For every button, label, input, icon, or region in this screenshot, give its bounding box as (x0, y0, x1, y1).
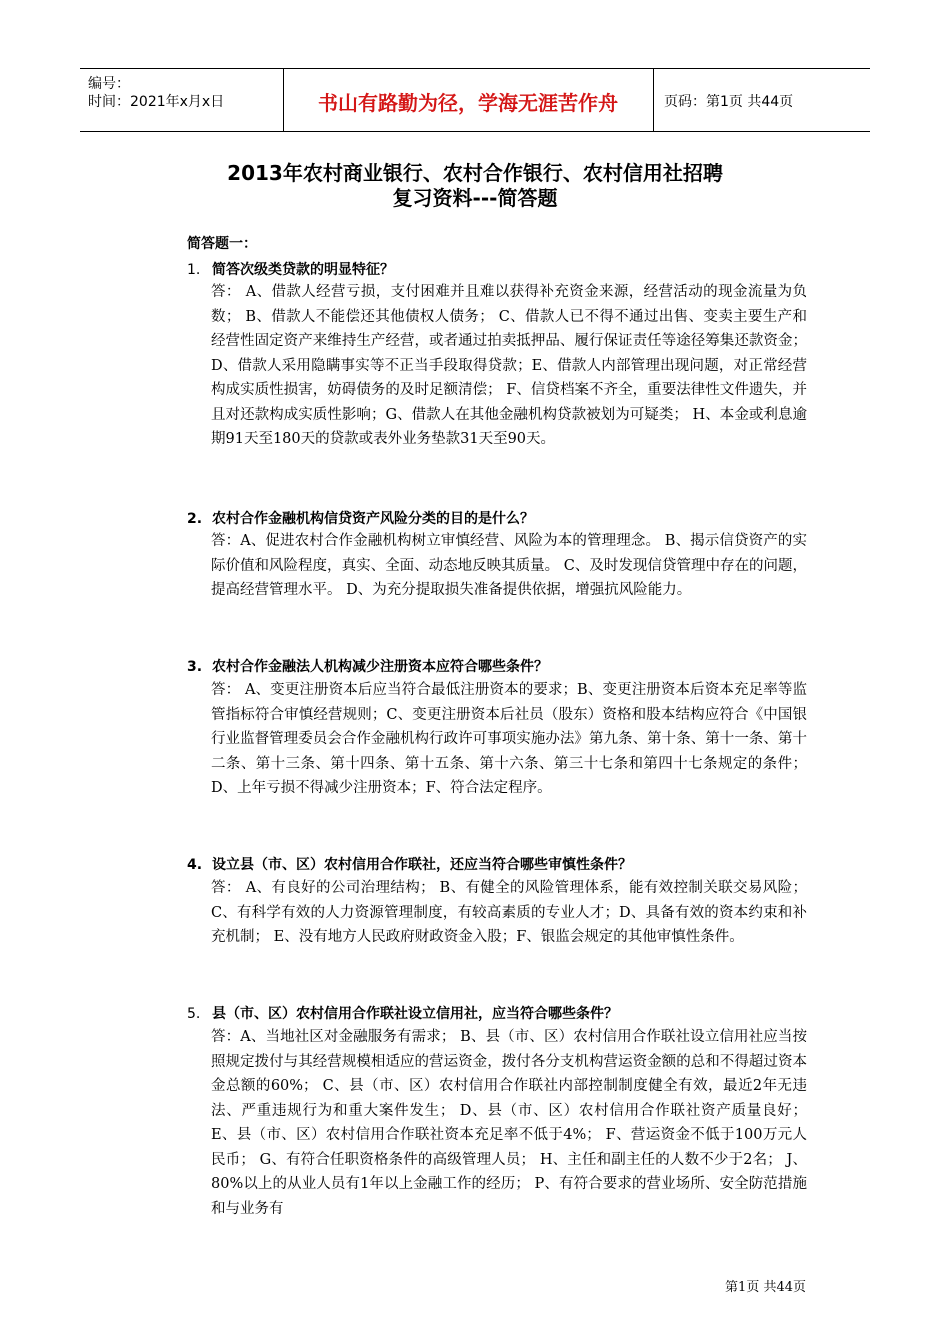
page-footer: 第1页 共44页 (725, 1280, 806, 1295)
question-text: 农村合作金融法人机构减少注册资本应符合哪些条件？ (212, 659, 548, 675)
header-page-cell (654, 69, 870, 131)
question-number: 5. (187, 1006, 201, 1022)
question-3 (187, 656, 548, 676)
question-text: 农村合作金融机构信贷资产风险分类的目的是什么？ (212, 511, 534, 527)
question-5 (187, 1003, 618, 1023)
question-number: 3. (187, 659, 203, 675)
question-number: 4. (187, 857, 203, 873)
question-text: 设立县（市、区）农村信用合作联社，还应当符合哪些审慎性条件？ (212, 857, 632, 873)
page-header (80, 68, 870, 132)
question-2 (187, 508, 534, 528)
answer-5: 答：A、当地社区对金融服务有需求； B、县（市、区）农村信用合作联社设立信用社应当按照规定拨付与其经营规模相适应的营运资金，拨付各分支机构营运资金额的总和不得超过资本金总额的60%； C、县（市、区）农村信用合作联社内部控制制度健全有效，最近2年无违法、严重违规行为和重大案件发生； D、县（市、区）农村信用合作联社资产质量良好； E、县（市、区）农村信用合作联社资本充足率不低于4%； F、营运资金不低于100万元人民币； G、有符合任职资格条件的高级管理人员； H、主任和副主任的人数不少于2名； J、80%以上的从业人员有1年以上金融工作的经历； P、有符合要求的营业场所、安全防范措施和与业务有 (211, 1029, 807, 1217)
question-number: 1. (187, 262, 201, 278)
question-4 (187, 854, 632, 874)
document-title-line2: 复习资料---简答题 (392, 186, 558, 210)
answer-4: 答： A、有良好的公司治理结构； B、有健全的风险管理体系，能有效控制关联交易风险； C、有科学有效的人力资源管理制度，有较高素质的专业人才；D、具备有效的资本约束和补充机制； E、没有地方人民政府财政资金入股；F、银监会规定的其他审慎性条件。 (211, 880, 807, 945)
page-label: 页码：第1页 共44页 (664, 94, 794, 110)
number-label: 编号： (88, 76, 130, 92)
answer-2: 答：A、促进农村合作金融机构树立审慎经营、风险为本的管理理念。 B、揭示信贷资产的实际价值和风险程度，真实、全面、动态地反映其质量。 C、及时发现信贷管理中存在的问题，提高经营管理水平。 D、为充分提取损失准备提供依据，增强抗风险能力。 (211, 533, 807, 598)
motto: 书山有路勤为径，学海无涯苦作舟 (318, 91, 618, 115)
header-motto-cell (283, 69, 654, 131)
question-text: 县（市、区）农村信用合作联社设立信用社，应当符合哪些条件？ (212, 1006, 618, 1022)
time-label: 时间：2021年x月x日 (88, 94, 225, 110)
answer-3: 答： A、变更注册资本后应当符合最低注册资本的要求；B、变更注册资本后资本充足率等监管指标符合审慎经营规则；C、变更注册资本后社员（股东）资格和股本结构应符合《中国银行业监督管理委员会合作金融机构行政许可事项实施办法》第九条、第十条、第十一条、第十二条、第十三条、第十四条、第十五条、第十六条、第三十七条和第四十七条规定的条件；D、上年亏损不得减少注册资本；F、符合法定程序。 (211, 682, 807, 796)
answer-1: 答： A、借款人经营亏损，支付困难并且难以获得补充资金来源，经营活动的现金流量为负数； B、借款人不能偿还其他债权人债务； C、借款人已不得不通过出售、变卖主要生产和经营性固定资产来维持生产经营，或者通过拍卖抵押品、履行保证责任等途径筹集还款资金；D、借款人采用隐瞒事实等不正当手段取得贷款；E、借款人内部管理出现问题，对正常经营构成实质性损害，妨碍债务的及时足额清偿； F、信贷档案不齐全，重要法律性文件遗失，并且对还款构成实质性影响；G、借款人在其他金融机构贷款被划为可疑类； H、本金或利息逾期91天至180天的贷款或表外业务垫款31天至90天。 (211, 284, 807, 447)
question-1 (187, 259, 394, 279)
question-number: 2. (187, 511, 203, 527)
header-info-cell (80, 69, 284, 131)
question-text: 简答次级类贷款的明显特征？ (212, 262, 394, 278)
section-heading: 简答题一： (187, 236, 257, 252)
document-title-line1: 2013年农村商业银行、农村合作银行、农村信用社招聘 (227, 161, 723, 185)
